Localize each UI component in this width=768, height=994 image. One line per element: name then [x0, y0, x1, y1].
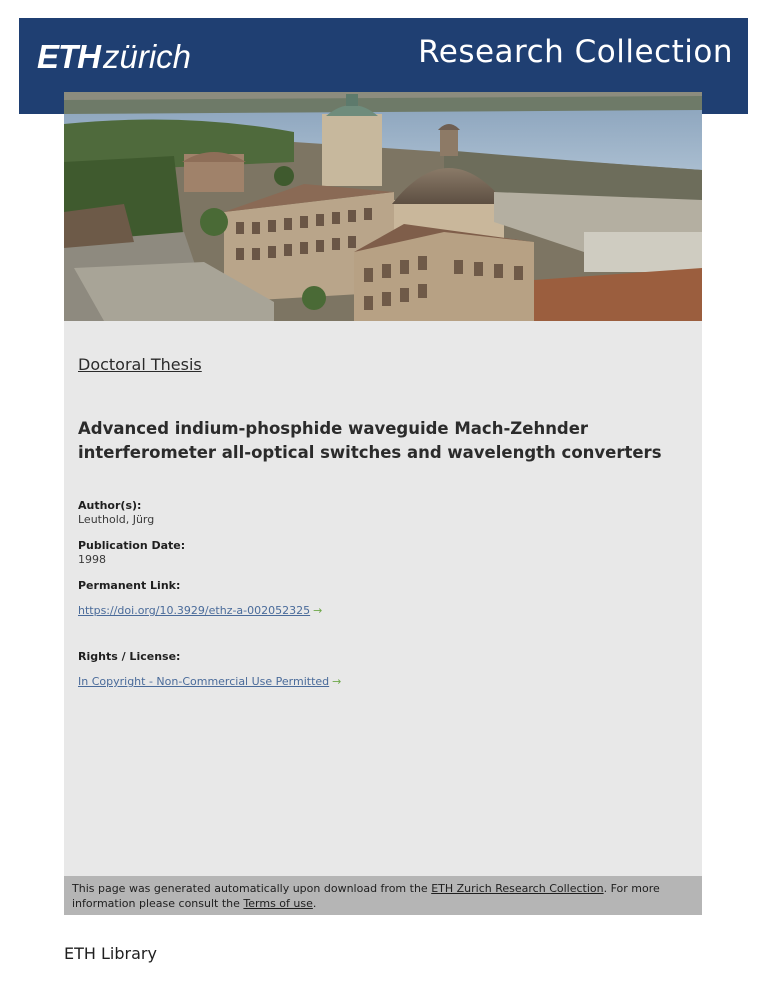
eth-zurich-logo[interactable] [37, 38, 191, 74]
notice-text-part: This page was generated automatically upon download from the [72, 882, 432, 895]
author-field [78, 499, 678, 527]
document-info-panel [64, 321, 702, 876]
generated-notice [64, 876, 702, 915]
notice-text-part: . [312, 897, 317, 910]
publication-date-field [78, 539, 678, 567]
document-type-link[interactable]: Doctoral Thesis [78, 355, 202, 374]
permanent-link-label: Permanent Link: [78, 579, 181, 592]
eth-main-building-aerial-photo-icon [64, 92, 702, 321]
author-value: Leuthold, Jürg [78, 513, 155, 526]
external-arrow-icon: → [313, 604, 323, 617]
eth-campus-photo [64, 92, 702, 321]
logo-zurich-text: zürich [103, 38, 192, 75]
research-collection-title: Research Collection [418, 34, 733, 70]
eth-library-label: ETH Library [64, 944, 157, 963]
terms-of-use-link[interactable]: Terms of use [243, 897, 313, 910]
external-arrow-icon: → [332, 675, 342, 688]
rights-label: Rights / License: [78, 650, 181, 663]
rights-link[interactable]: In Copyright - Non-Commercial Use Permitted [78, 675, 330, 688]
notice-text-part: . For more information please consult the [72, 882, 660, 910]
document-title: Advanced indium-phosphide waveguide Mach-Zehnder interferometer all-optical switches and wavelength converters [78, 419, 662, 462]
permanent-link-field [78, 579, 678, 618]
publication-date-value: 1998 [78, 553, 106, 566]
permanent-link[interactable]: https://doi.org/10.3929/ethz-a-002052325 [78, 604, 311, 617]
publication-date-label: Publication Date: [78, 539, 186, 552]
generated-notice-text [72, 881, 694, 911]
author-label: Author(s): [78, 499, 142, 512]
rights-field [78, 650, 678, 689]
logo-eth-text: ETH [37, 38, 100, 75]
collection-link[interactable]: ETH Zurich Research Collection [431, 882, 604, 895]
